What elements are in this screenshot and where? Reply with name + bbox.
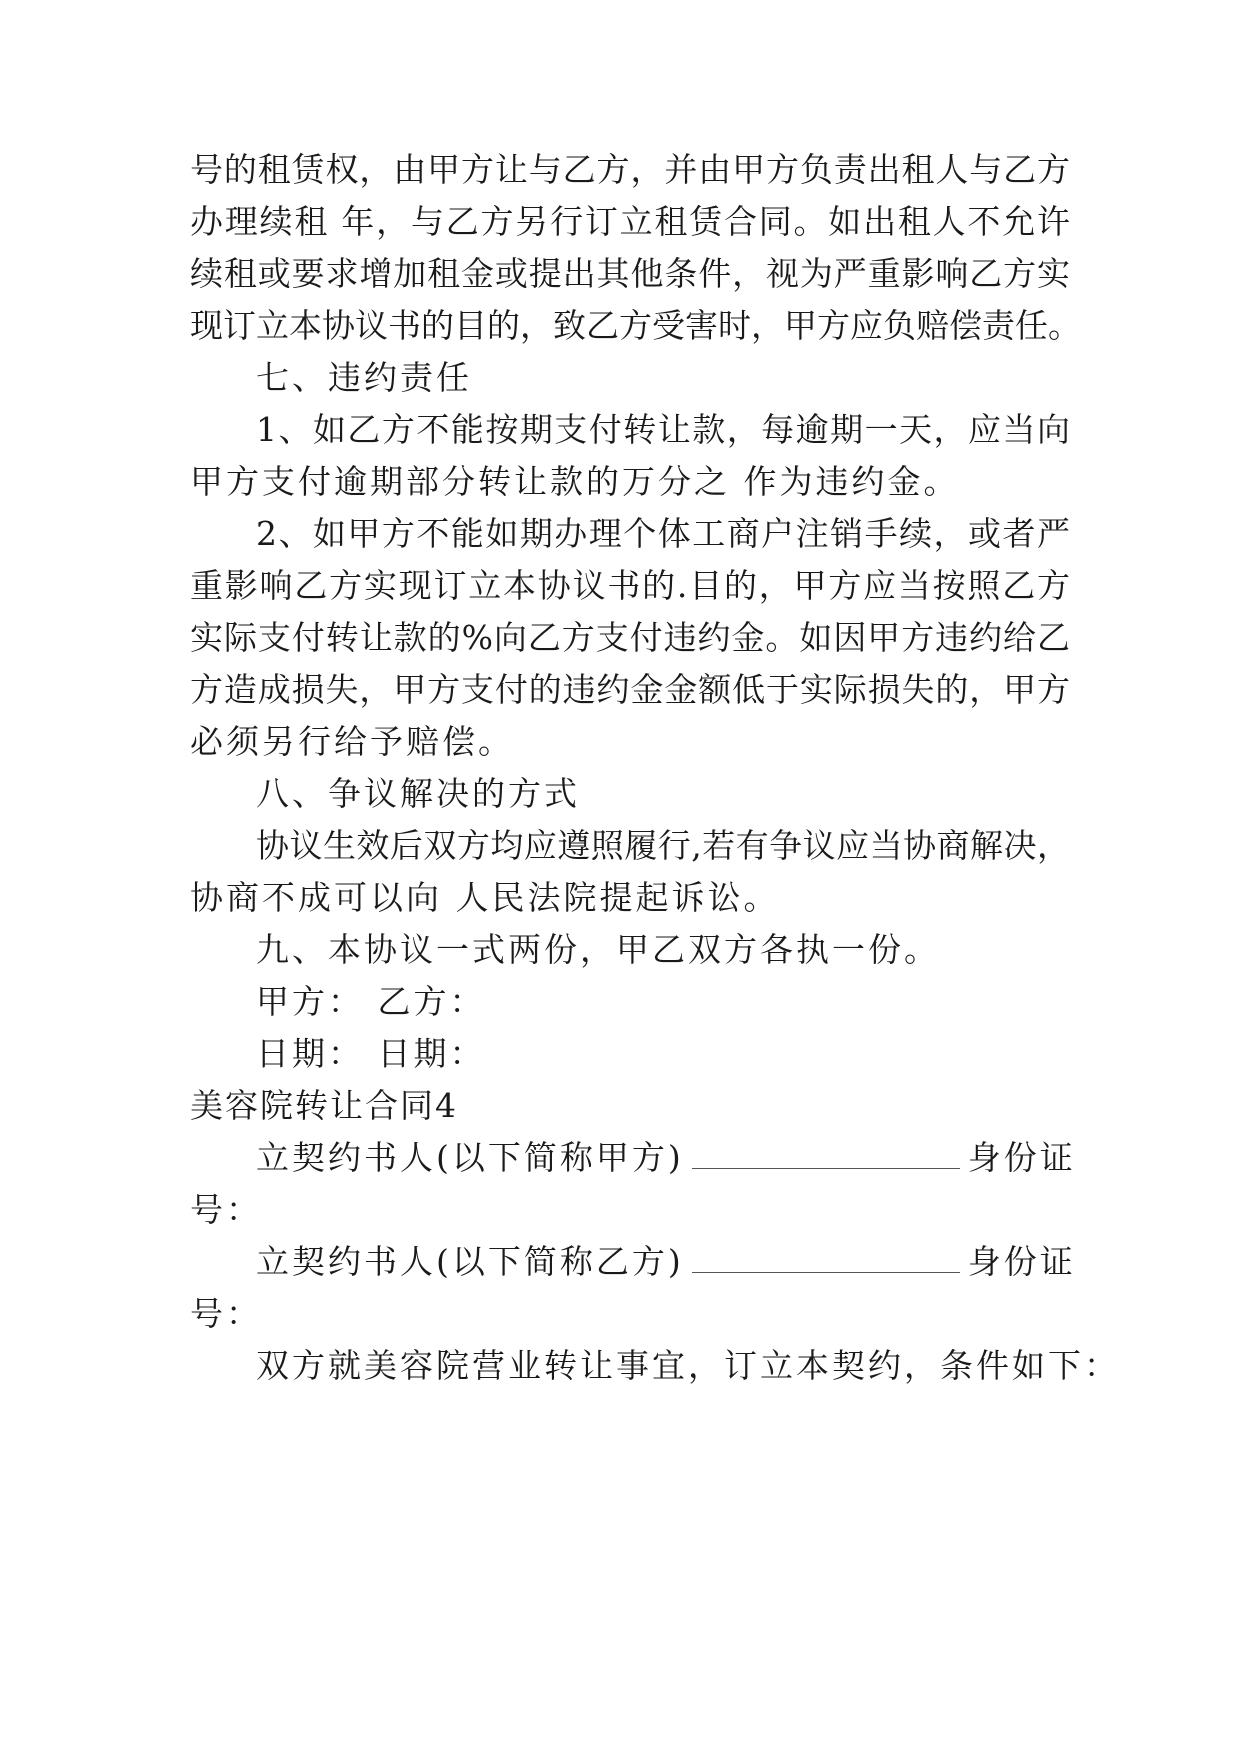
paragraph-line: 重影响乙方实现订立本协议书的.目的，甲方应当按照乙方 — [190, 566, 1070, 605]
paragraph-line: 号： — [190, 1294, 262, 1333]
id-number-label: 身份证 — [967, 1242, 1076, 1281]
section-heading: 七、违约责任 — [256, 358, 472, 397]
paragraph-line: 九、本协议一式两份，甲乙双方各执一份。 — [256, 930, 940, 969]
paragraph-line: 协商不成可以向 人民法院提起诉讼。 — [190, 878, 780, 917]
paragraph-line: 实际支付转让款的%向乙方支付违约金。如因甲方违约给乙 — [190, 618, 1070, 657]
party-b-label: 立契约书人(以下简称乙方) — [256, 1242, 684, 1281]
paragraph-line: 号： — [190, 1190, 262, 1229]
paragraph-line: 双方就美容院营业转让事宜，订立本契约，条件如下： — [256, 1346, 1120, 1385]
contract-title: 美容院转让合同4 — [190, 1086, 458, 1125]
section-heading: 八、争议解决的方式 — [256, 774, 580, 813]
paragraph-line: 方造成损失，甲方支付的违约金金额低于实际损失的，甲方 — [190, 670, 1070, 709]
signature-date-line: 日期： 日期： — [256, 1034, 486, 1073]
party-a-label: 立契约书人(以下简称甲方) — [256, 1138, 684, 1177]
id-number-label: 身份证 — [967, 1138, 1076, 1177]
paragraph-line: 2、如甲方不能如期办理个体工商户注销手续，或者严 — [256, 514, 1070, 553]
paragraph-line: 现订立本协议书的目的，致乙方受害时，甲方应负赔偿责任。 — [190, 306, 1081, 345]
party-b-line — [256, 1242, 1076, 1282]
paragraph-line: 号的租赁权，由甲方让与乙方，并由甲方负责出租人与乙方 — [190, 150, 1070, 189]
paragraph-line: 续租或要求增加租金或提出其他条件，视为严重影响乙方实 — [190, 254, 1070, 293]
paragraph-line: 1、如乙方不能按期支付转让款，每逾期一天，应当向 — [256, 410, 1070, 449]
party-b-blank — [692, 1246, 960, 1273]
signature-party-line: 甲方： 乙方： — [256, 982, 486, 1021]
paragraph-line: 甲方支付逾期部分转让款的万分之 作为违约金。 — [190, 462, 960, 501]
paragraph-line: 必须另行给予赔偿。 — [190, 722, 514, 761]
paragraph-line: 协议生效后双方均应遵照履行,若有争议应当协商解决， — [256, 826, 1070, 865]
party-a-line — [256, 1138, 1076, 1178]
party-a-blank — [692, 1142, 960, 1169]
paragraph-line: 办理续租 年，与乙方另行订立租赁合同。如出租人不允许 — [190, 202, 1070, 241]
